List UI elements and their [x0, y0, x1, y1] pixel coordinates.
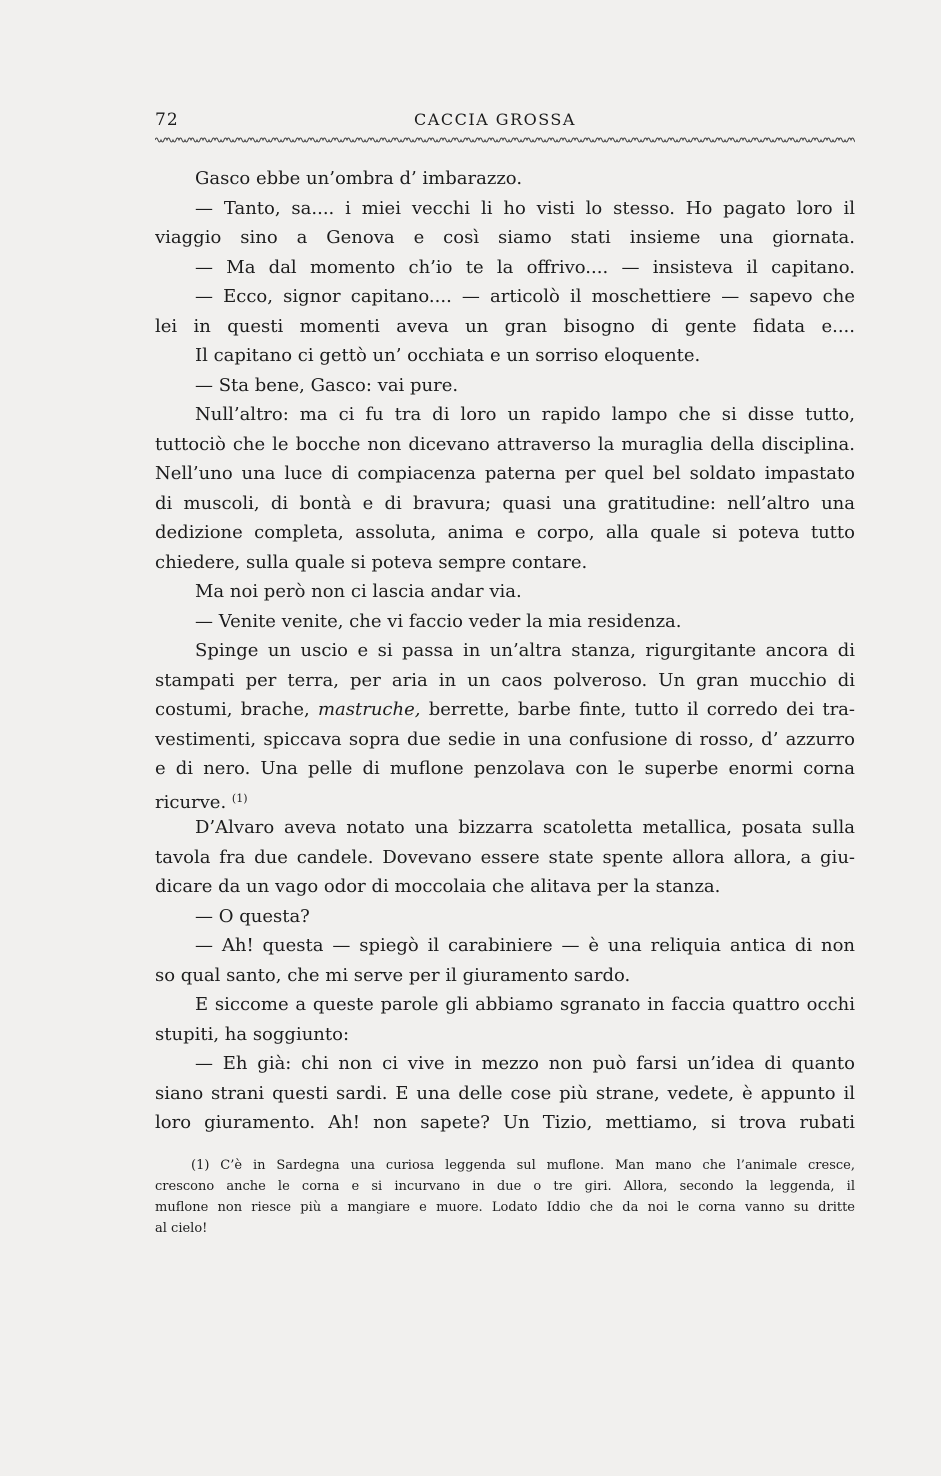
footnote-line: muflone non riesce più a mangiare e muore. Lodato Iddio che da noi le corna vanno su dritte [155, 1200, 855, 1215]
wavy-rule-ornament [155, 134, 855, 146]
text-line: viaggio sino a Genova e così siamo stati insieme una giornata. [155, 227, 855, 248]
footnote-line: al cielo! [155, 1221, 208, 1236]
text-line: dicare da un vago odor di moccolaia che alitava per la stanza. [155, 876, 721, 897]
text-line: stampati per terra, per aria in un caos polveroso. Un gran mucchio di [155, 669, 855, 691]
text-line: so qual santo, che mi serve per il giuramento sardo. [155, 964, 631, 986]
text-line: — O questa? [195, 905, 310, 927]
footnote-marker: (1) [231, 791, 248, 805]
text-line: — Tanto, sa.... i miei vecchi li ho visti lo stesso. Ho pagato loro il [195, 197, 855, 219]
text-segment: ricurve. [155, 791, 227, 813]
page-header [155, 108, 855, 138]
text-line: e di nero. Una pelle di muflone penzolava con le superbe enormi corna [155, 758, 855, 779]
text-segment: berrette, barbe finte, tutto il corredo dei tra- [428, 699, 855, 720]
text-line: tavola fra due candele. Dovevano essere state spente allora allora, a giu- [155, 846, 855, 868]
text-line: stupiti, ha soggiunto: [155, 1023, 350, 1045]
footnote [155, 1155, 855, 1239]
running-title: CACCIA GROSSA [414, 110, 576, 129]
footnote-line: crescono anche le corna e si incurvano in due o tre giri. Allora, secondo la leggenda, il [155, 1179, 855, 1194]
text-segment: costumi, brache, [155, 699, 310, 720]
text-line: lei in questi momenti aveva un gran bisogno di gente fidata e.... [155, 315, 855, 337]
text-line: D’Alvaro aveva notato una bizzarra scatoletta metallica, posata sulla [195, 817, 855, 838]
footnote-line: (1) C’è in Sardegna una curiosa leggenda sul muflone. Man mano che l’animale cresce, [191, 1158, 855, 1173]
page-number: 72 [155, 110, 179, 130]
text-line [155, 784, 855, 814]
text-line: — Venite venite, che vi faccio veder la mia residenza. [195, 610, 682, 632]
text-line: E siccome a queste parole gli abbiamo sgranato in faccia quattro occhi [195, 994, 855, 1015]
text-line: — Sta bene, Gasco: vai pure. [195, 374, 459, 396]
text-line: — Eh già: chi non ci vive in mezzo non può farsi un’idea di quanto [195, 1053, 855, 1074]
text-line: di muscoli, di bontà e di bravura; quasi una gratitudine: nell’altro una [155, 492, 855, 514]
text-line: Spinge un uscio e si passa in un’altra stanza, rigurgitante ancora di [195, 640, 855, 661]
text-line: — Ecco, signor capitano.... — articolò il moschettiere — sapevo che [195, 286, 855, 307]
text-line: Nell’uno una luce di compiacenza paterna per quel bel soldato impastato [155, 463, 855, 484]
text-line: loro giuramento. Ah! non sapete? Un Tizio, mettiamo, si trova rubati [155, 1112, 855, 1133]
text-line: — Ma dal momento ch’io te la offrivo.... — insisteva il capitano. [195, 256, 855, 278]
text-line: vestimenti, spiccava sopra due sedie in una confusione di rosso, d’ azzurro [155, 728, 855, 750]
text-line: Il capitano ci gettò un’ occhiata e un sorriso eloquente. [195, 345, 701, 366]
text-line: dedizione completa, assoluta, anima e corpo, alla quale si poteva tutto [155, 522, 855, 543]
italic-word: mastruche, [317, 699, 421, 720]
text-line: Null’altro: ma ci fu tra di loro un rapido lampo che si disse tutto, [195, 404, 855, 425]
body-text [155, 164, 855, 1138]
text-line: Gasco ebbe un’ombra d’ imbarazzo. [195, 168, 523, 189]
text-line: — Ah! questa — spiegò il carabiniere — è una reliquia antica di non [195, 935, 855, 956]
text-line: Ma noi però non ci lascia andar via. [195, 581, 522, 602]
text-line: tuttociò che le bocche non dicevano attraverso la muraglia della disciplina. [155, 433, 855, 455]
text-line: chiedere, sulla quale si poteva sempre contare. [155, 551, 588, 573]
text-line: siano strani questi sardi. E una delle cose più strane, vedete, è appunto il [155, 1082, 855, 1104]
text-line [155, 695, 855, 725]
